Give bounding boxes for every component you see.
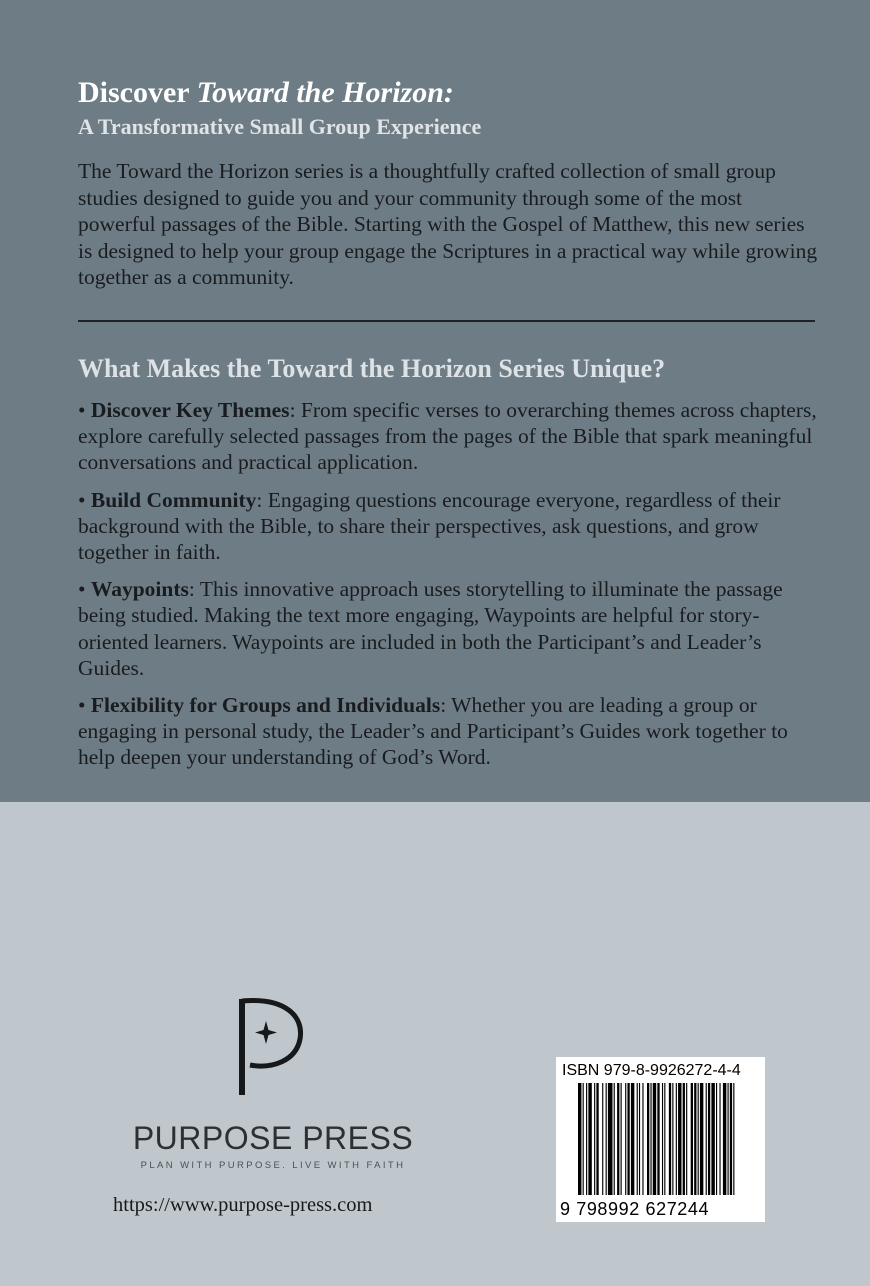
barcode-bar <box>716 1083 717 1195</box>
p-star-logo-icon <box>228 995 308 1105</box>
feature-text: : This innovative approach uses storytelling to illuminate the passage being studied. Making the text more engaging, Waypoints are helpful for story-oriented learners. Waypoints are included in both the Participant’s and Leader’s Guides. <box>78 577 783 680</box>
barcode-bar <box>723 1083 726 1195</box>
publisher-website[interactable]: https://www.purpose-press.com <box>113 1194 373 1216</box>
feature-text: : Engaging questions encourage everyone, regardless of their background with the Bible, to share their perspectives, ask questions, and grow together in faith. <box>78 487 781 565</box>
barcode-bar <box>588 1083 591 1195</box>
barcode-bar <box>639 1083 640 1195</box>
barcode-bar <box>700 1083 703 1195</box>
barcode-bar <box>617 1083 619 1195</box>
barcode-bar <box>594 1083 595 1195</box>
feature-label: Discover Key Themes <box>90 398 290 422</box>
barcode-bar <box>621 1083 622 1195</box>
publisher-tagline: PLAN WITH PURPOSE. LIVE WITH FAITH <box>140 1160 406 1171</box>
barcode-digits: 9 798992 627244 <box>560 1199 710 1219</box>
barcode-bar <box>606 1083 607 1195</box>
barcode-bar <box>586 1083 587 1195</box>
barcode-bar <box>672 1083 673 1195</box>
barcode-bar <box>625 1083 626 1195</box>
barcode-bar <box>596 1083 598 1195</box>
barcode-bar <box>608 1083 613 1195</box>
barcode-bar <box>691 1083 693 1195</box>
feature-label: Waypoints <box>90 577 189 602</box>
title-prefix: Discover <box>78 76 197 109</box>
section-divider <box>78 320 815 322</box>
isbn-barcode <box>556 1057 765 1222</box>
barcode-bar <box>676 1083 677 1195</box>
feature-text: : From specific verses to overarching themes across chapters, explore carefully selected passages from the pages of the Bible that spark meaningful conversations and practical application. <box>78 398 817 475</box>
publisher-name: PURPOSE PRESS <box>132 1120 414 1156</box>
barcode-bar <box>730 1083 732 1195</box>
barcode-bar <box>602 1083 603 1195</box>
feature-item: • Build Community: Engaging questions encourage everyone, regardless of their background with the Bible, to share their perspectives, ask questions, and grow together in faith. <box>78 487 781 565</box>
isbn-label: ISBN 979-8-9926272-4-4 <box>562 1062 741 1079</box>
title-italic: Toward the Horizon: <box>196 76 454 109</box>
barcode-bar <box>614 1083 615 1195</box>
barcode-bar <box>650 1083 651 1195</box>
barcode-bar <box>627 1083 629 1195</box>
book-title <box>78 74 454 112</box>
barcode-bar <box>657 1083 659 1195</box>
barcode-bar <box>733 1083 734 1195</box>
feature-list <box>78 397 818 782</box>
barcode-bar <box>678 1083 681 1195</box>
section-heading: What Makes the Toward the Horizon Series Unique? <box>78 354 666 383</box>
feature-label: Flexibility for Groups and Individuals <box>90 693 441 718</box>
barcode-bar <box>653 1083 656 1195</box>
feature-item: • Flexibility for Groups and Individuals: Whether you are leading a group or engaging in personal study, the Leader’s and Participant’s Guides work together to help deepen your understanding of God’s Word. <box>78 693 788 770</box>
barcode-bars <box>556 1083 765 1201</box>
feature-label: Build Community <box>90 487 257 512</box>
barcode-bar <box>631 1083 634 1195</box>
barcode-bar <box>698 1083 699 1195</box>
barcode-bar <box>708 1083 710 1195</box>
barcode-bar <box>583 1083 584 1195</box>
barcode-bar <box>728 1083 729 1195</box>
barcode-bar <box>686 1083 687 1195</box>
intro-paragraph: The Toward the Horizon series is a thoughtfully crafted collection of small group studies designed to guide you and your community through some of the most powerful passages of the Bible. Starting with the Gospel of Matthew, this new series is designed to help your group engage the Scriptures in a practical way while growing together as a community. <box>78 159 818 289</box>
barcode-bar <box>711 1083 714 1195</box>
feature-item: • Waypoints: This innovative approach uses storytelling to illuminate the passage being studied. Making the text more engaging, Waypoints are helpful for story-oriented learners. Waypoints are included in both the Participant’s and Leader’s Guides. <box>78 577 783 680</box>
feature-text: : Whether you are leading a group or engaging in personal study, the Leader’s and Participant’s Guides work together to help deepen your understanding of God’s Word. <box>78 693 788 770</box>
barcode-bar <box>694 1083 696 1195</box>
barcode-bar <box>719 1083 720 1195</box>
barcode-bar <box>647 1083 649 1195</box>
barcode-bar <box>642 1083 643 1195</box>
barcode-bar <box>637 1083 638 1195</box>
feature-item: • Discover Key Themes: From specific verses to overarching themes across chapters, explore carefully selected passages from the pages of the Bible that spark meaningful conversations and practical application. <box>78 398 817 475</box>
barcode-bar <box>664 1083 665 1195</box>
barcode-bar <box>669 1083 671 1195</box>
barcode-bar <box>662 1083 663 1195</box>
book-subtitle: A Transformative Small Group Experience <box>78 114 482 139</box>
barcode-bar <box>578 1083 581 1195</box>
barcode-bar <box>706 1083 707 1195</box>
barcode-bar <box>683 1083 685 1195</box>
